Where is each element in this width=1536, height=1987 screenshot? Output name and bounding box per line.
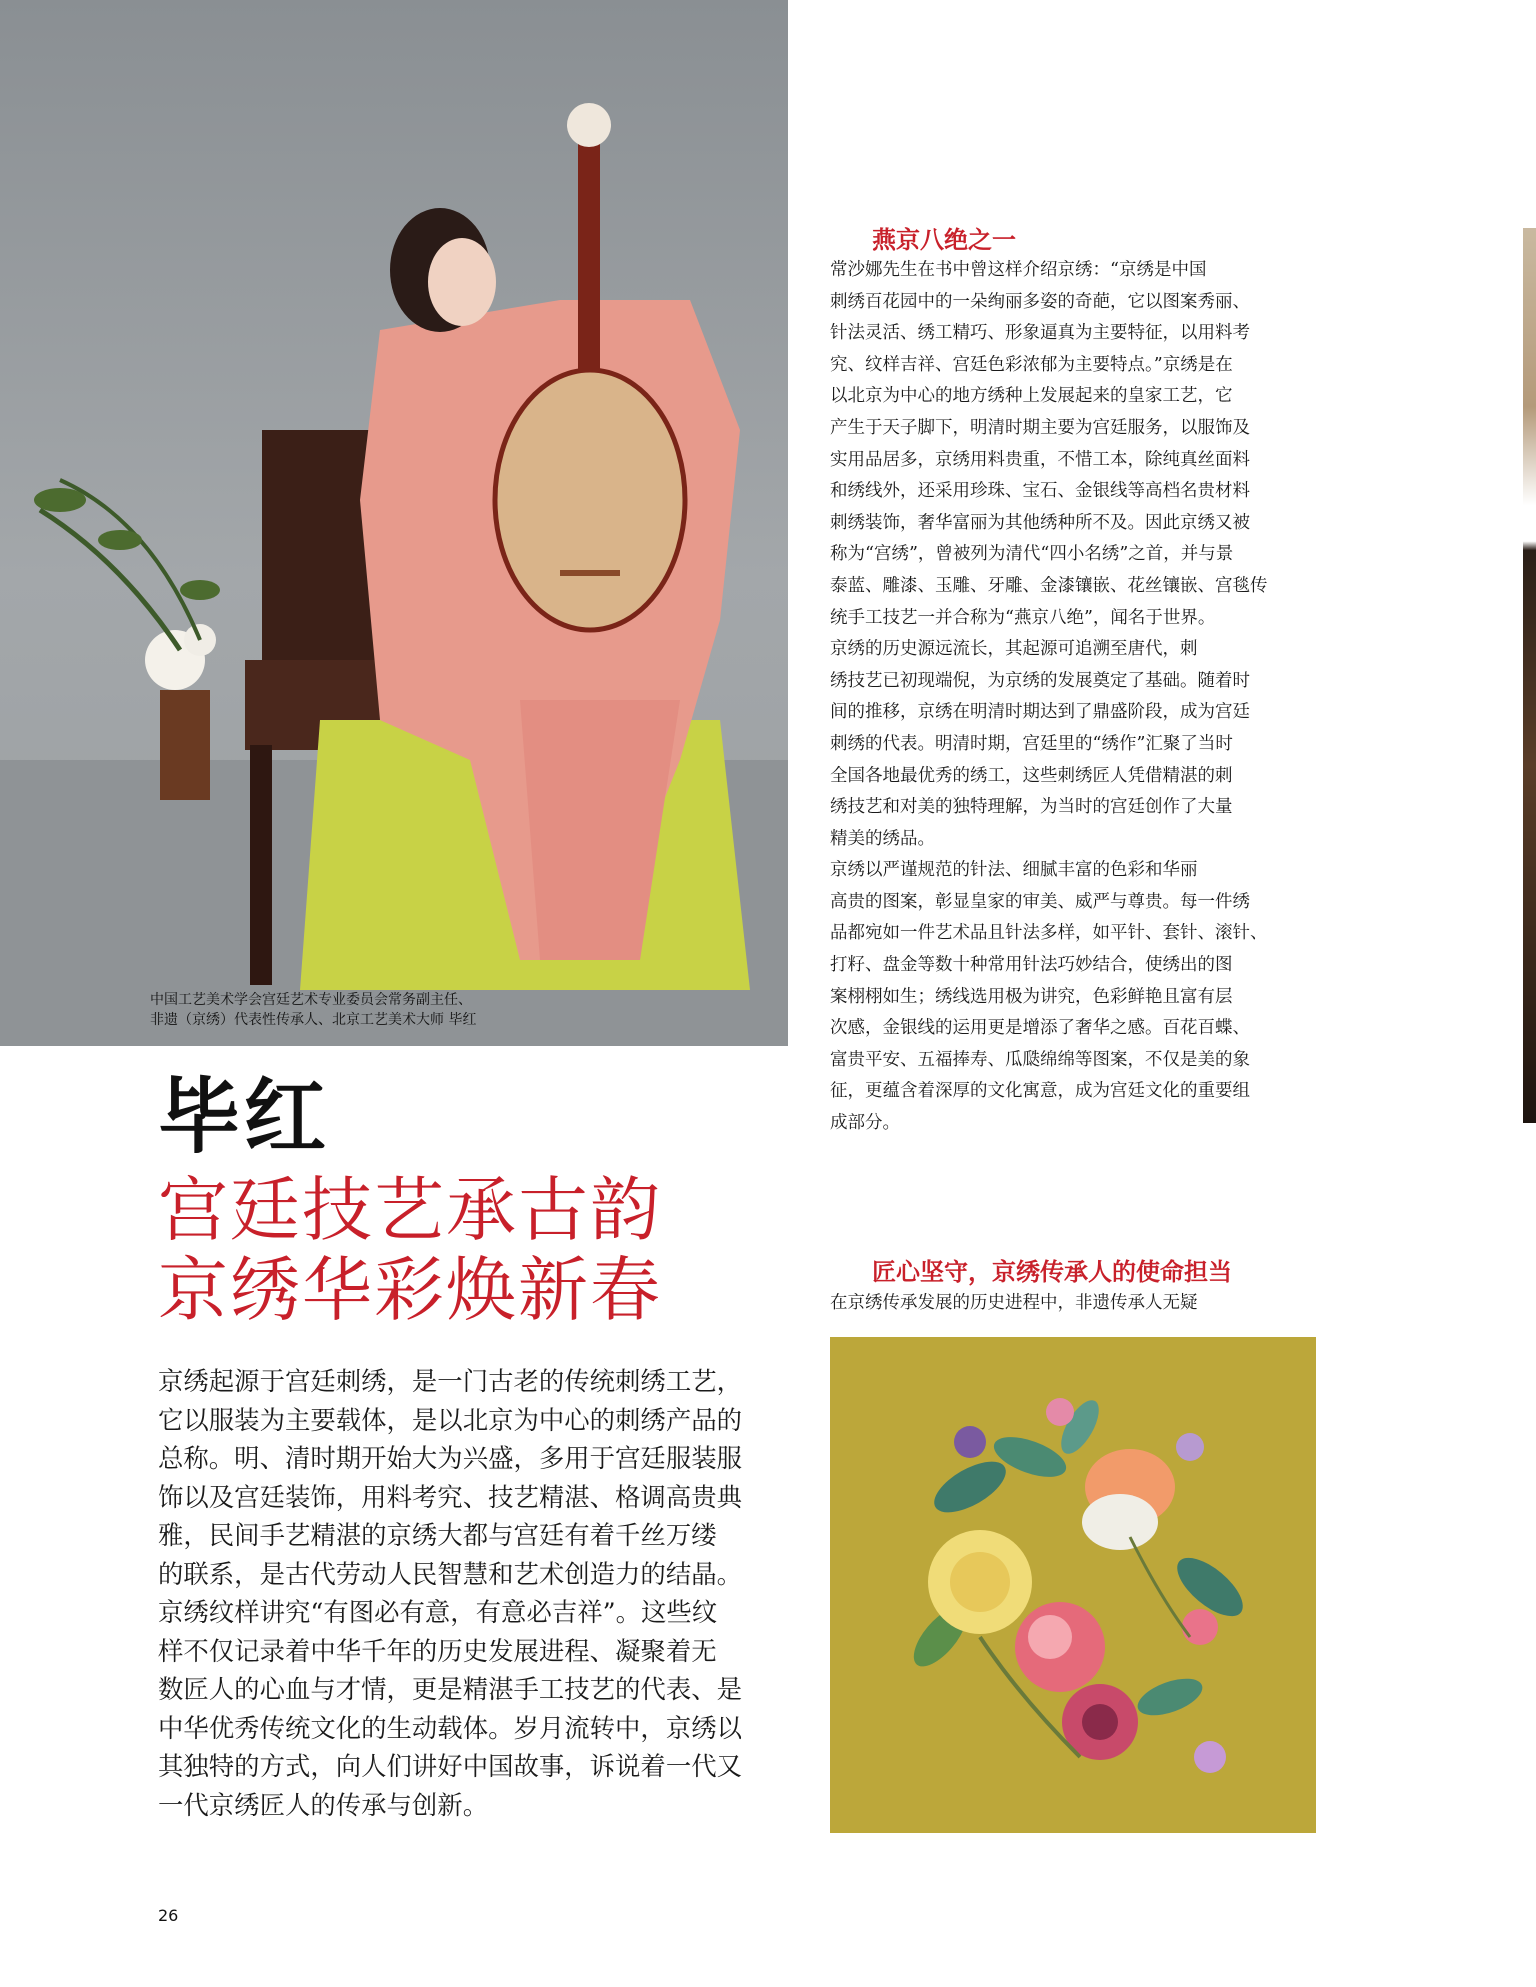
- vase: [160, 690, 210, 800]
- body-line: 刺绣百花园中的一朵绚丽多姿的奇葩，它以图案秀丽、: [830, 291, 1250, 312]
- intro-line: 雅，民间手艺精湛的京绣大都与宫廷有着千丝万缕: [158, 1520, 717, 1550]
- body-line: 富贵平安、五福捧寿、瓜瓞绵绵等图案，不仅是美的象: [830, 1049, 1250, 1070]
- body-line: 究、纹样吉祥、宫廷色彩浓郁为主要特点。”京绣是在: [830, 354, 1233, 375]
- body-line: 产生于天子脚下，明清时期主要为宫廷服务，以服饰及: [830, 417, 1250, 438]
- body-line: 全国各地最优秀的绣工，这些刺绣匠人凭借精湛的刺: [830, 765, 1233, 786]
- body-line: 刺绣的代表。明清时期，宫廷里的“绣作”汇聚了当时: [830, 733, 1233, 754]
- body-line: 常沙娜先生在书中曾这样介绍京绣：“京绣是中国: [830, 260, 1207, 280]
- body-line: 绣技艺和对美的独特理解，为当时的宫廷创作了大量: [830, 797, 1233, 818]
- article-name: 毕红: [158, 1070, 331, 1165]
- body-line: 案栩栩如生；绣线选用极为讲究，色彩鲜艳且富有层: [830, 986, 1233, 1007]
- small-flower: [1182, 1609, 1218, 1645]
- intro-paragraph: [158, 1362, 788, 1824]
- body-line: 京绣的历史源远流长，其起源可追溯至唐代，刺: [830, 639, 1198, 660]
- intro-line: 样不仅记录着中华千年的历史发展进程、凝聚着无: [158, 1635, 717, 1666]
- body-line: 京绣以严谨规范的针法、细腻丰富的色彩和华丽: [830, 860, 1198, 881]
- body-line: 统手工技艺一并合称为“燕京八绝”，闻名于世界。: [830, 607, 1216, 628]
- body-line: 高贵的图案，彰显皇家的审美、威严与尊贵。每一件绣: [830, 891, 1250, 912]
- caption-line: 非遗（京绣）代表性传承人、北京工艺美术大师 毕红: [150, 1012, 477, 1028]
- embroidery-illustration: [830, 1337, 1316, 1833]
- intro-line: 其独特的方式，向人们讲好中国故事，诉说着一代又: [158, 1751, 742, 1781]
- body-line: 在京绣传承发展的历史进程中，非遗传承人无疑: [830, 1293, 1198, 1313]
- body-line: 打籽、盘金等数十种常用针法巧妙结合，使绣出的图: [830, 955, 1233, 976]
- section-body: [830, 1288, 1315, 1320]
- body-line: 称为“宫绣”，曾被列为清代“四小名绣”之首，并与景: [830, 544, 1234, 565]
- page-number: 26: [158, 1906, 179, 1925]
- intro-line: 数匠人的心血与才情，更是精湛手工技艺的代表、是: [158, 1674, 742, 1704]
- section-heading: 匠心坚守，京绣传承人的使命担当: [872, 1257, 1232, 1286]
- body-line: 以北京为中心的地方绣种上发展起来的皇家工艺，它: [830, 386, 1233, 407]
- body-line: 精美的绣品。: [830, 828, 935, 849]
- body-line: 间的推移，京绣在明清时期达到了鼎盛阶段，成为宫廷: [830, 702, 1250, 723]
- section-body: [830, 255, 1315, 1140]
- portrait-illustration: [0, 0, 788, 1046]
- body-line: 刺绣装饰，奢华富丽为其他绣种所不及。因此京绣又被: [830, 512, 1250, 533]
- body-line: 泰蓝、雕漆、玉雕、牙雕、金漆镶嵌、花丝镶嵌、宫毯传: [830, 575, 1268, 596]
- body-line: 针法灵活、绣工精巧、形象逼真为主要特征，以用料考: [830, 323, 1250, 344]
- section-heading: 燕京八绝之一: [872, 225, 1016, 254]
- intro-line: 它以服装为主要载体，是以北京为中心的刺绣产品的: [158, 1404, 742, 1435]
- body-line: 成部分。: [830, 1113, 900, 1134]
- body-line: 征，更蕴含着深厚的文化寓意，成为宫廷文化的重要组: [830, 1081, 1250, 1102]
- intro-line: 中华优秀传统文化的生动载体。岁月流转中，京绣以: [158, 1712, 742, 1743]
- body-line: 实用品居多，京绣用料贵重，不惜工本，除纯真丝面料: [830, 449, 1250, 470]
- facing-page-edge: [1523, 228, 1536, 1123]
- intro-line: 饰以及宫廷装饰，用料考究、技艺精湛、格调高贵典: [158, 1481, 742, 1512]
- article-subtitle-line1: 宫廷技艺承古韵: [158, 1169, 662, 1251]
- face: [428, 238, 496, 326]
- caption-line: 中国工艺美术学会宫廷艺术专业委员会常务副主任、: [150, 992, 472, 1008]
- body-line: 品都宛如一件艺术品且针法多样，如平针、套针、滚针、: [830, 923, 1268, 944]
- intro-line: 京绣起源于宫廷刺绣，是一门古老的传统刺绣工艺，: [158, 1366, 742, 1396]
- photo-caption: [150, 990, 770, 1030]
- body-line: 次感，金银线的运用更是增添了奢华之感。百花百蝶、: [830, 1018, 1250, 1039]
- intro-line: 京绣纹样讲究“有图必有意，有意必吉祥”。这些纹: [158, 1597, 718, 1627]
- intro-line: 总称。明、清时期开始大为兴盛，多用于宫廷服装服: [158, 1443, 742, 1473]
- intro-line: 一代京绣匠人的传承与创新。: [158, 1789, 489, 1820]
- article-subtitle-line2: 京绣华彩焕新春: [158, 1249, 662, 1331]
- intro-line: 的联系，是古代劳动人民智慧和艺术创造力的结晶。: [158, 1558, 742, 1589]
- embroidery-photo: [830, 1337, 1316, 1833]
- portrait-photo: [0, 0, 788, 1046]
- body-line: 绣技艺已初现端倪，为京绣的发展奠定了基础。随着时: [830, 670, 1250, 691]
- body-line: 和绣线外，还采用珍珠、宝石、金银线等高档名贵材料: [830, 481, 1250, 502]
